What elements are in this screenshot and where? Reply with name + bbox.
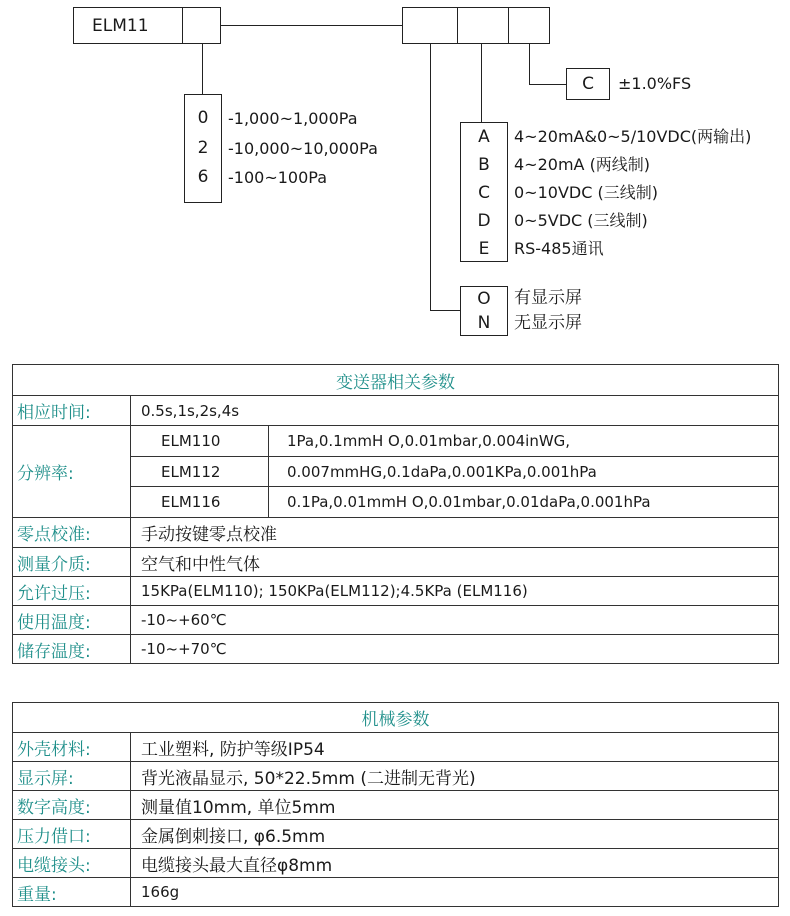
medium-value: 空气和中性气体	[131, 548, 779, 577]
transmitter-table-title: 变送器相关参数	[13, 365, 779, 396]
accuracy-code-box	[566, 68, 610, 100]
display-desc-o: 有显示屏	[514, 288, 582, 308]
mech-value: 电缆接头最大直径φ8mm	[131, 849, 779, 878]
resolution-model: ELM110	[131, 426, 269, 457]
range-code-box	[184, 94, 222, 203]
overpressure-label: 允许过压:	[13, 577, 131, 606]
mech-value: 测量值10mm, 单位5mm	[131, 791, 779, 820]
mech-label: 外壳材料:	[13, 733, 131, 762]
response-time-label: 相应时间:	[13, 396, 131, 426]
base-model-label: ELM11	[92, 16, 149, 36]
resolution-value: 1Pa,0.1mmH O,0.01mbar,0.004inWG,	[269, 426, 779, 457]
resolution-label: 分辨率:	[13, 426, 131, 518]
range-code-0: 0	[197, 108, 209, 128]
mechanical-params-table	[12, 702, 779, 907]
display-slot-box	[457, 7, 509, 44]
mech-value: 166g	[131, 878, 779, 907]
range-code-2: 2	[197, 138, 209, 158]
zero-calibration-label: 零点校准:	[13, 518, 131, 548]
operating-temp-label: 使用温度:	[13, 606, 131, 635]
operating-temp-value: -10~+60℃	[131, 606, 779, 635]
output-code-d: D	[477, 211, 491, 231]
storage-temp-label: 储存温度:	[13, 635, 131, 664]
mechanical-table-title: 机械参数	[13, 703, 779, 733]
range-slot-box	[182, 7, 221, 44]
display-code-n: N	[477, 313, 491, 333]
mech-value: 金属倒刺接口, φ6.5mm	[131, 820, 779, 849]
resolution-model: ELM116	[131, 487, 269, 518]
accuracy-code: C	[582, 74, 594, 94]
storage-temp-value: -10~+70℃	[131, 635, 779, 664]
resolution-model: ELM112	[131, 457, 269, 487]
output-desc-c: 0~10VDC (三线制)	[514, 183, 658, 202]
display-code-box	[460, 286, 508, 336]
zero-calibration-value: 手动按键零点校准	[131, 518, 779, 548]
resolution-value: 0.007mmHG,0.1daPa,0.001KPa,0.001hPa	[269, 457, 779, 487]
mech-value: 工业塑料, 防护等级IP54	[131, 733, 779, 762]
resolution-value: 0.1Pa,0.01mmH O,0.01mbar,0.01daPa,0.001hPa	[269, 487, 779, 518]
output-desc-a: 4~20mA&0~5/10VDC(两输出)	[514, 127, 752, 146]
display-code-o: O	[477, 289, 491, 309]
mech-label: 压力借口:	[13, 820, 131, 849]
accuracy-slot-box	[508, 7, 550, 44]
range-code-6: 6	[197, 167, 209, 187]
output-code-box	[460, 122, 508, 262]
mech-label: 显示屏:	[13, 762, 131, 791]
mech-label: 数字高度:	[13, 791, 131, 820]
output-desc-b: 4~20mA (两线制)	[514, 155, 651, 174]
output-code-e: E	[478, 239, 490, 259]
transmitter-params-table	[12, 364, 779, 664]
output-slot-box	[402, 7, 458, 44]
output-desc-e: RS-485通讯	[514, 239, 604, 258]
output-code-b: B	[478, 155, 490, 175]
base-model-box	[73, 7, 183, 44]
medium-label: 测量介质:	[13, 548, 131, 577]
range-desc-0: -1,000~1,000Pa	[228, 109, 358, 128]
overpressure-value: 15KPa(ELM110); 150KPa(ELM112);4.5KPa (ELM116)	[131, 577, 779, 606]
mech-label: 重量:	[13, 878, 131, 907]
mech-value: 背光液晶显示, 50*22.5mm (二进制无背光)	[131, 762, 779, 791]
accuracy-desc: ±1.0%FS	[618, 74, 692, 93]
range-desc-2: -10,000~10,000Pa	[228, 139, 378, 158]
output-code-c: C	[478, 183, 490, 203]
response-time-value: 0.5s,1s,2s,4s	[131, 396, 779, 426]
mech-label: 电缆接头:	[13, 849, 131, 878]
range-desc-6: -100~100Pa	[228, 168, 327, 187]
output-code-a: A	[478, 127, 490, 147]
output-desc-d: 0~5VDC (三线制)	[514, 211, 648, 230]
display-desc-n: 无显示屏	[514, 313, 582, 333]
